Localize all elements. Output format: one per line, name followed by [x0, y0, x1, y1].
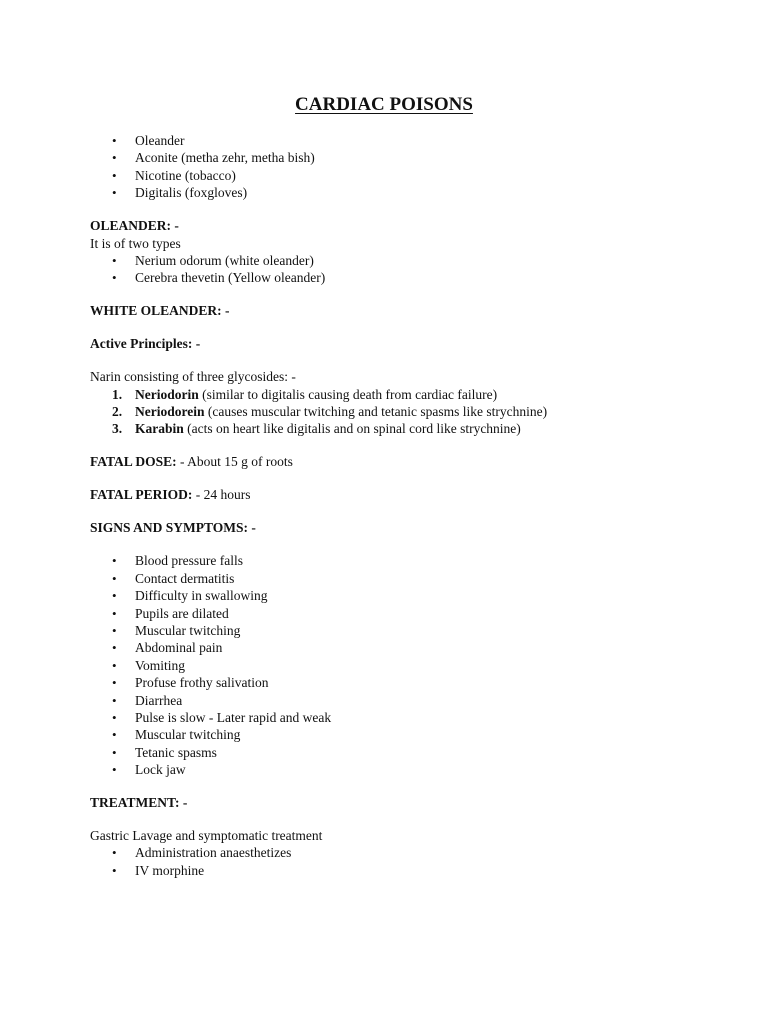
glycoside-desc: (similar to digitalis causing death from cardiac failure) — [198, 386, 498, 402]
treatment-text: Gastric Lavage and symptomatic treatment — [90, 828, 323, 844]
list-item: • Cerebra thevetin (Yellow oleander) — [90, 269, 730, 286]
page-title: CARDIAC POISONS — [295, 94, 473, 115]
section-heading-treatment: TREATMENT: - — [90, 795, 188, 811]
list-item: • Muscular twitching — [90, 622, 730, 639]
treatment-list — [90, 844, 730, 879]
list-item: • Pulse is slow - Later rapid and weak — [90, 709, 730, 726]
document-body — [90, 132, 730, 879]
list-item: • Administration anaesthetizes — [90, 844, 730, 861]
oleander-text: It is of two types — [90, 235, 181, 251]
list-item: • Abdominal pain — [90, 639, 730, 656]
fatal-dose-label: FATAL DOSE: — [90, 454, 177, 470]
glycosides-list — [90, 386, 730, 438]
section-heading-white-oleander: WHITE OLEANDER: - — [90, 303, 230, 319]
signs-list — [90, 552, 730, 778]
section-heading-oleander: OLEANDER: - — [90, 218, 179, 234]
oleander-types-list — [90, 252, 730, 287]
list-item — [90, 403, 730, 420]
item-number: 3. — [112, 421, 123, 437]
list-item — [90, 420, 730, 437]
fatal-dose — [90, 453, 730, 470]
list-item: • Tetanic spasms — [90, 744, 730, 761]
active-principles-text: Narin consisting of three glycosides: - — [90, 369, 296, 385]
list-item: • Diarrhea — [90, 692, 730, 709]
glycoside-name: Neriodorin — [135, 386, 199, 402]
list-item: • Profuse frothy salivation — [90, 674, 730, 691]
item-number: 1. — [112, 386, 123, 402]
list-item: • Nerium odorum (white oleander) — [90, 252, 730, 269]
list-item — [90, 386, 730, 403]
list-item: • Blood pressure falls — [90, 552, 730, 569]
section-heading-signs: SIGNS AND SYMPTOMS: - — [90, 520, 256, 536]
intro-list — [90, 132, 730, 202]
list-item: • Pupils are dilated — [90, 605, 730, 622]
section-heading-active-principles: Active Principles: - — [90, 336, 201, 352]
glycoside-name: Neriodorein — [135, 404, 205, 420]
fatal-period — [90, 486, 730, 503]
list-item: • Lock jaw — [90, 761, 730, 778]
list-item: • Difficulty in swallowing — [90, 587, 730, 604]
fatal-dose-value: - About 15 g of roots — [176, 454, 293, 470]
list-item: • Nicotine (tobacco) — [90, 167, 730, 184]
list-item: • Contact dermatitis — [90, 570, 730, 587]
list-item: • IV morphine — [90, 862, 730, 879]
list-item: • Aconite (metha zehr, metha bish) — [90, 149, 730, 166]
list-item: • Oleander — [90, 132, 730, 149]
list-item: • Muscular twitching — [90, 726, 730, 743]
item-number: 2. — [112, 404, 123, 420]
fatal-period-value: - 24 hours — [192, 487, 251, 503]
glycoside-desc: (causes muscular twitching and tetanic spasms like strychnine) — [204, 404, 548, 420]
list-item: • Digitalis (foxgloves) — [90, 184, 730, 201]
glycoside-desc: (acts on heart like digitalis and on spinal cord like strychnine) — [183, 421, 521, 437]
glycoside-name: Karabin — [135, 421, 184, 437]
fatal-period-label: FATAL PERIOD: — [90, 487, 193, 503]
list-item: • Vomiting — [90, 657, 730, 674]
